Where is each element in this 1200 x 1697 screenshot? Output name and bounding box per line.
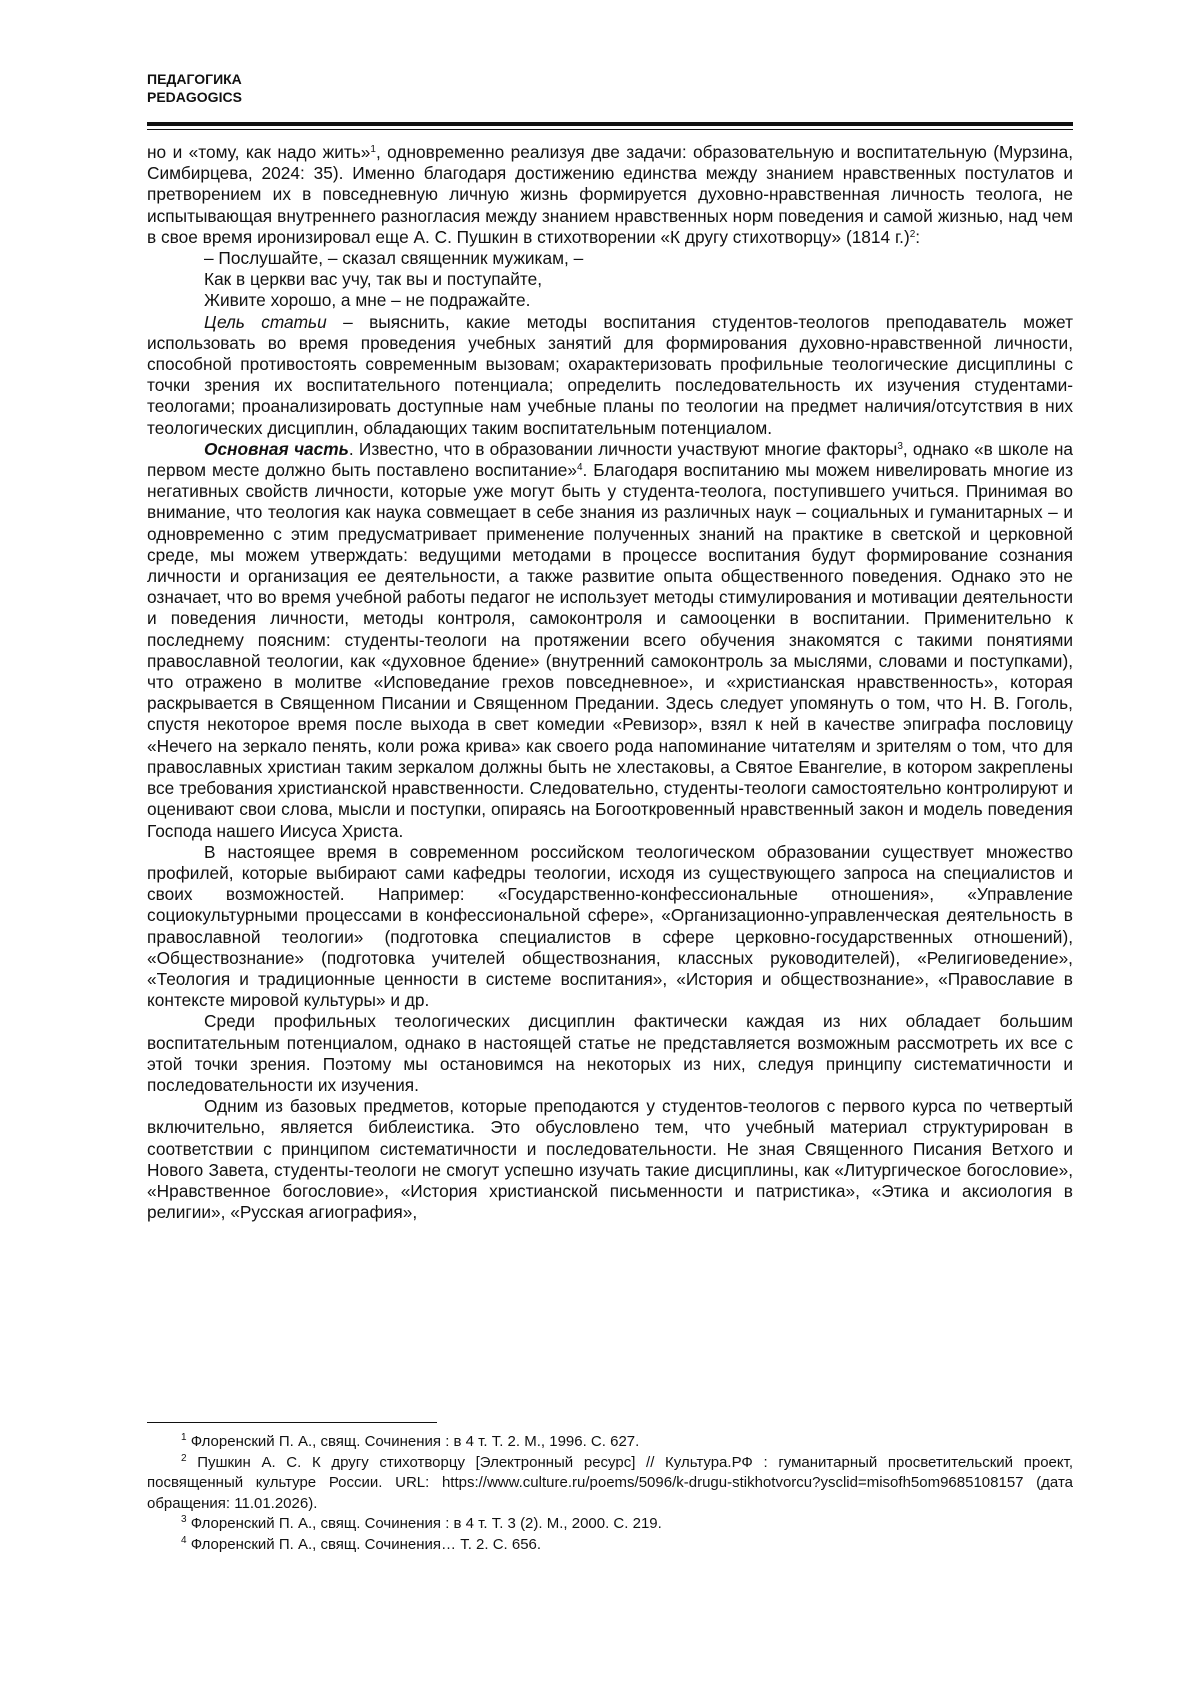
paragraph: В настоящее время в современном российском теологическом образовании существует множество профилей, которые выбирают сами кафедры теологии, исходя из существующего запроса на специалистов и своих возможностей. Например: «Государственно-конфессиональные отношения», «Управление социокультурными процессами в конфессиональной сфере», «Организационно-управленческая деятельность в православной теологии» (подготовка специалистов в сфере церковно-государственных отношений), «Обществознание» (подготовка учителей обществознания, классных руководителей), «Религиоведение», «Теология и традиционные ценности в системе воспитания», «История и обществознание», «Православие в контексте мировой культуры» и др. [147, 841, 1073, 1011]
running-header [147, 70, 242, 106]
paragraph: но и «тому, как надо жить»$^1$, одновременно реализуя две задачи: образовательную и воспитательную (Мурзина, Симбирцева, 2024: 35). Именно благодаря достижению единства между знанием нравственных постулатов и претворением их в повседневную личную жизнь формируется духовно-нравственная личность теолога, не испытывающая внутреннего разногласия между знанием нравственных норм поведения и самой жизнью, над чем в свое время иронизировал еще А. С. Пушкин в стихотворении «К другу стихотворцу» (1814 г.)$^2$: [147, 142, 1073, 247]
poem-line: – Послушайте, – сказал священник мужикам, – [204, 248, 584, 269]
section-title-en: PEDAGOGICS [147, 89, 242, 105]
section-title-ru: ПЕДАГОГИКА [147, 71, 242, 87]
header-rule-thin [147, 129, 1073, 130]
footnote: $^1$ Флоренский П. А., свящ. Сочинения : в 4 т. Т. 2. М., 1996. С. 627. [181, 1432, 640, 1450]
poem-line: Как в церкви вас учу, так вы и поступайте, [204, 269, 543, 290]
footnote-number: 2 [181, 1452, 187, 1464]
footnote-separator [147, 1422, 437, 1423]
poem-line: Живите хорошо, а мне – не подражайте. [204, 290, 531, 311]
paragraph-aim: Цель статьи – выяснить, какие методы воспитания студентов-теологов преподаватель может использовать во время проведения учебных занятий для формирования духовно-нравственной личности, способной противостоять современным вызовам; охарактеризовать профильные теологические дисциплины с точки зрения их воспитательного потенциала; определить последовательность их изучения студентами-теологами; проанализировать доступные нам учебные планы по теологии на предмет наличия/отсутствия в них теологических дисциплин, обладающих таким воспитательным потенциалом. [147, 311, 1073, 438]
paragraph-main: Основная часть. Известно, что в образовании личности участвуют многие факторы$^3$, однако «в школе на первом месте должно быть поставлено воспитание»$^4$. Благодаря воспитанию мы можем нивелировать многие из негативных свойств личности, которые уже могут быть у студента-теолога, поступившего учиться. Принимая во внимание, что теология как наука совмещает в себе знания из различных наук – социальных и гуманитарных – и одновременно с этим предусматривает применение полученных знаний на практике в светской и церковной среде, мы можем утверждать: ведущими методами в процессе воспитания будут формирование сознания личности и организация ее деятельности, а также развитие опыта общественного поведения. Однако это не означает, что во время учебной работы педагог не использует методы стимулирования и мотивации деятельности и поведения личности, методы контроля, самоконтроля и самооценки в воспитании. Применительно к последнему поясним: студенты-теологи на протяжении всего обучения знакомятся с такими понятиями православной теологии, как «духовное бдение» (внутренний самоконтроль за мыслями, словами и поступками), что отражено в молитве «Исповедание грехов повседневное», и «христианская нравственность», которая раскрывается в Священном Писании и Священном Предании. Здесь следует упомянуть о том, что Н. В. Гоголь, спустя некоторое время после выхода в свет комедии «Ревизор», взял к ней в качестве эпиграфа пословицу «Нечего на зеркало пенять, коли рожа крива» как своего рода напоминание читателям и зрителям о том, что для православных христиан таким зеркалом должны быть не хлестаковы, а Святое Евангелие, в котором закреплены все требования христианской нравственности. Следовательно, студенты-теологи самостоятельно контролируют и оценивают свои слова, мысли и поступки, опираясь на Богооткровенный нравственный закон и модель поведения Господа нашего Иисуса Христа. [147, 438, 1074, 841]
aim-label: Цель статьи [204, 311, 327, 332]
footnote-number: 3 [181, 1514, 187, 1525]
main-part-label: Основная часть [204, 438, 349, 459]
footnote-ref[interactable]: 1 [370, 144, 376, 155]
footnote-number: 4 [181, 1534, 187, 1546]
paragraph: Среди профильных теологических дисциплин фактически каждая из них обладает большим воспитательным потенциалом, однако в настоящей статье не представляется возможным рассмотреть их все с этой точки зрения. Поэтому мы остановимся на некоторых из них, следуя принципу систематичности и последовательности их изучения. [147, 1011, 1073, 1095]
footnote: $^2$ Пушкин А. С. К другу стихотворцу [Электронный ресурс] // Культура.РФ : гуманитарный просветительский проект, посвященный культуре России. URL: https://www.culture.ru/poems/5096/k-drugu-stikhotvorcu?ysclid=misofh5om9685108157 (дата обращения: 11.01.2026). [147, 1452, 1073, 1512]
article-body [147, 142, 1073, 1223]
footnote: $^4$ Флоренский П. А., свящ. Сочинения… Т. 2. С. 656. [181, 1534, 542, 1553]
poem-quote [147, 248, 1073, 312]
footnote-number: 1 [181, 1432, 187, 1443]
footnote-ref[interactable]: 2 [909, 228, 916, 240]
header-rule-thick [147, 122, 1073, 126]
footnotes [147, 1432, 1073, 1555]
footnote-ref[interactable]: 4 [576, 462, 583, 474]
paragraph: Одним из базовых предметов, которые преподаются у студентов-теологов с первого курса по четвертый включительно, является библеистика. Это обусловлено тем, что учебный материал структурирован в соответствии с принципом систематичности и последовательности. Не зная Священного Писания Ветхого и Нового Завета, студенты-теологи не смогут успешно изучать такие дисциплины, как «Литургическое богословие», «Нравственное богословие», «История христианской письменности и патристика», «Этика и аксиология в религии», «Русская агиография», [147, 1096, 1073, 1223]
footnote-ref[interactable]: 3 [897, 440, 903, 452]
footnote: $^3$ Флоренский П. А., свящ. Сочинения : в 4 т. Т. 3 (2). М., 2000. С. 219. [181, 1514, 662, 1532]
